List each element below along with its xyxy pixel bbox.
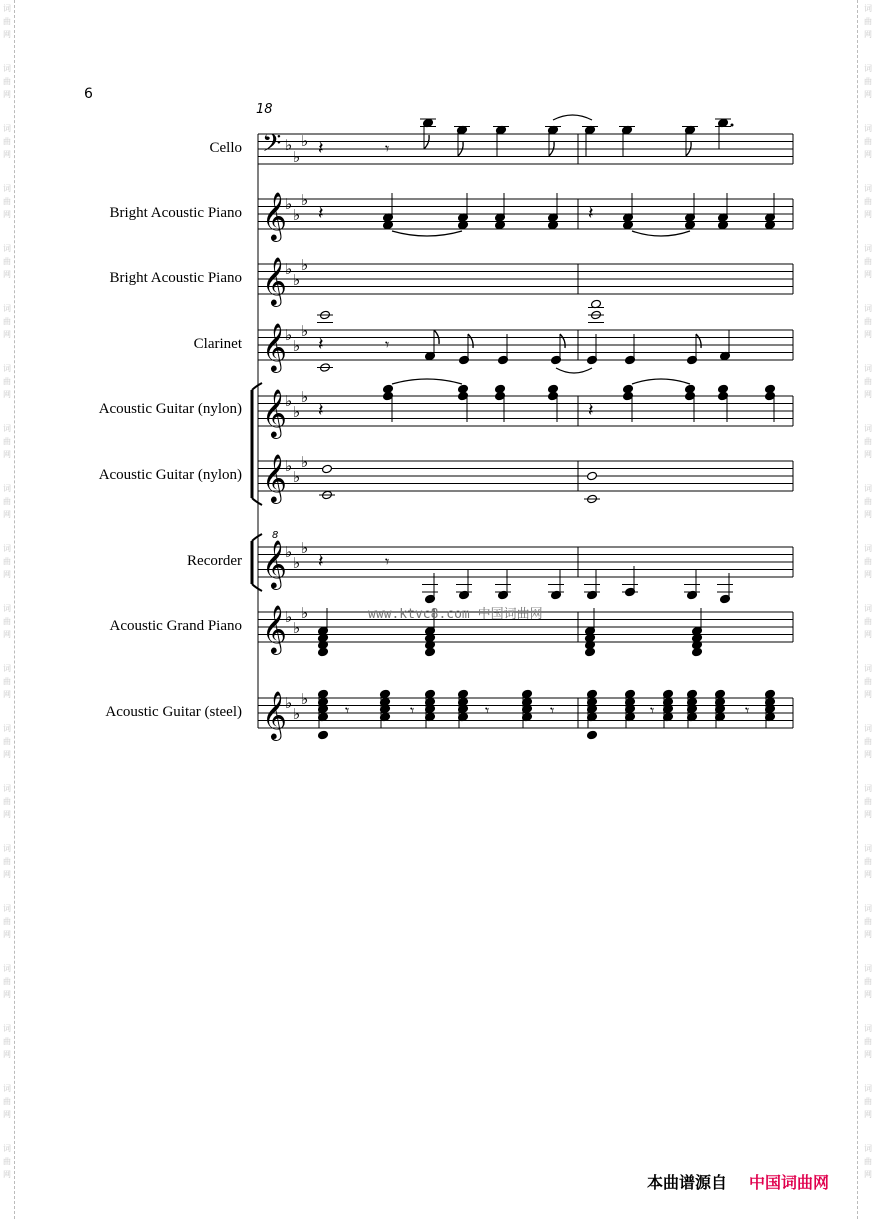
- side-watermark-char: 曲: [864, 1037, 872, 1046]
- quarter-rest: 𝄽: [318, 203, 324, 224]
- side-watermark-char: 曲: [864, 917, 872, 926]
- side-watermark-char: 网: [864, 1050, 872, 1059]
- side-watermark-char: 词: [864, 64, 872, 73]
- side-watermark-char: 词: [3, 544, 11, 553]
- note-head: [318, 647, 329, 657]
- flat-sign: ♭: [285, 457, 293, 475]
- side-watermark-char: 曲: [864, 17, 872, 26]
- side-watermark-char: 网: [864, 1110, 872, 1119]
- side-watermark-char: 曲: [864, 317, 872, 326]
- side-watermark-char: 网: [864, 210, 872, 219]
- side-watermark-char: 词: [864, 124, 872, 133]
- side-watermark-char: 曲: [3, 1157, 11, 1166]
- note-head: [685, 384, 696, 394]
- side-watermark-char: 词: [864, 904, 872, 913]
- side-watermark-char: 曲: [864, 257, 872, 266]
- side-watermark-char: 曲: [864, 737, 872, 746]
- eighth-rest: 𝄾: [385, 335, 390, 354]
- side-watermark-char: 网: [864, 390, 872, 399]
- flat-sign: ♭: [301, 453, 309, 471]
- side-watermark-char: 曲: [3, 737, 11, 746]
- eighth-rest: 𝄾: [345, 701, 350, 720]
- side-watermark-char: 网: [3, 510, 11, 519]
- flat-sign: ♭: [293, 554, 301, 572]
- treble-clef: 𝄞: [262, 256, 287, 305]
- side-watermark-char: 曲: [3, 1097, 11, 1106]
- flat-sign: ♭: [285, 543, 293, 561]
- side-watermark-char: 网: [864, 870, 872, 879]
- watermark-text: www.ktvc8.com 中国词曲网: [368, 607, 543, 622]
- side-watermark-char: 词: [3, 304, 11, 313]
- instrument-label-nylon-guitar-1: Acoustic Guitar (nylon): [98, 401, 242, 417]
- flat-sign: ♭: [293, 206, 301, 224]
- side-watermark-char: 网: [3, 870, 11, 879]
- flat-sign: ♭: [293, 148, 301, 166]
- side-watermark-char: 曲: [864, 137, 872, 146]
- page-number: 6: [84, 86, 93, 102]
- side-watermark-char: 词: [864, 784, 872, 793]
- side-watermark-char: 曲: [864, 797, 872, 806]
- flat-sign: ♭: [285, 326, 293, 344]
- dot: [731, 124, 734, 127]
- side-watermark-char: 词: [864, 604, 872, 613]
- side-watermark-char: 曲: [864, 77, 872, 86]
- instrument-label-cello: Cello: [209, 140, 242, 156]
- side-watermark-char: 网: [3, 1110, 11, 1119]
- note-head: [458, 384, 469, 394]
- side-watermark-char: 曲: [3, 77, 11, 86]
- side-watermark-char: 词: [864, 424, 872, 433]
- side-watermark-char: 网: [3, 630, 11, 639]
- side-watermark-char: 词: [3, 1144, 11, 1153]
- quarter-rest: 𝄽: [588, 203, 594, 224]
- side-watermark-char: 曲: [3, 857, 11, 866]
- treble-clef: 𝄞: [262, 690, 287, 739]
- side-watermark-char: 网: [3, 810, 11, 819]
- side-watermark-char: 曲: [3, 17, 11, 26]
- side-watermark-char: 曲: [864, 437, 872, 446]
- quarter-rest: 𝄽: [318, 400, 324, 421]
- side-watermark-char: 曲: [3, 917, 11, 926]
- bracket-nylon-guitars-top: [252, 383, 262, 390]
- eighth-rest: 𝄾: [385, 552, 390, 571]
- side-watermark-char: 曲: [864, 557, 872, 566]
- side-watermark-char: 网: [3, 90, 11, 99]
- footer-source-label: 本曲谱源自: [647, 1173, 728, 1192]
- side-watermark-char: 网: [864, 690, 872, 699]
- side-watermark-char: 曲: [864, 677, 872, 686]
- side-watermark-char: 网: [864, 570, 872, 579]
- note-head: [383, 384, 394, 394]
- side-watermark-char: 网: [3, 750, 11, 759]
- side-watermark-char: 曲: [3, 557, 11, 566]
- note-head: [585, 647, 596, 657]
- side-watermark-char: 词: [864, 484, 872, 493]
- side-watermark-char: 曲: [3, 317, 11, 326]
- side-watermark-char: 词: [864, 664, 872, 673]
- note-head: [692, 647, 703, 657]
- bass-clef: 𝄢: [262, 129, 282, 164]
- flat-sign: ♭: [301, 132, 309, 150]
- note-head: [718, 384, 729, 394]
- eighth-rest: 𝄾: [485, 701, 490, 720]
- side-watermark-char: 词: [864, 844, 872, 853]
- tie: [556, 368, 592, 373]
- side-watermark-char: 网: [864, 510, 872, 519]
- side-watermark-char: 网: [3, 570, 11, 579]
- flat-sign: ♭: [285, 694, 293, 712]
- tie: [392, 379, 462, 384]
- side-watermark-char: 词: [864, 184, 872, 193]
- flat-sign: ♭: [301, 191, 309, 209]
- side-watermark-char: 网: [864, 810, 872, 819]
- tie: [553, 115, 592, 120]
- whole-note: [322, 464, 333, 474]
- side-watermark-char: 曲: [3, 377, 11, 386]
- side-watermark-char: 曲: [3, 137, 11, 146]
- side-watermark-char: 词: [3, 484, 11, 493]
- note-head: [318, 730, 329, 740]
- side-watermark-char: 网: [864, 330, 872, 339]
- note-flag: [696, 334, 701, 348]
- side-watermark-char: 词: [864, 364, 872, 373]
- side-watermark-char: 词: [864, 964, 872, 973]
- treble-clef: 𝄞: [262, 322, 287, 371]
- whole-note: [587, 471, 598, 481]
- quarter-rest: 𝄽: [588, 400, 594, 421]
- side-watermark-char: 网: [3, 210, 11, 219]
- note-flag: [468, 334, 473, 348]
- note-head: [548, 384, 559, 394]
- side-watermark-char: 网: [3, 690, 11, 699]
- side-watermark-char: 词: [3, 64, 11, 73]
- instrument-label-bright-piano-1: Bright Acoustic Piano: [109, 205, 242, 221]
- flat-sign: ♭: [293, 337, 301, 355]
- side-watermark-char: 网: [864, 990, 872, 999]
- quarter-rest: 𝄽: [318, 551, 324, 572]
- side-watermark-char: 网: [864, 150, 872, 159]
- flat-sign: ♭: [293, 468, 301, 486]
- treble-clef: 𝄞: [262, 191, 287, 240]
- side-watermark-char: 网: [3, 1050, 11, 1059]
- side-watermark-char: 词: [3, 604, 11, 613]
- side-watermark-char: 网: [3, 30, 11, 39]
- side-watermark-char: 词: [3, 424, 11, 433]
- side-watermark-char: 网: [3, 450, 11, 459]
- eighth-rest: 𝄾: [550, 701, 555, 720]
- footer-site-name: 中国词曲网: [749, 1173, 830, 1192]
- side-watermark-char: 网: [864, 630, 872, 639]
- side-watermark-char: 词: [864, 724, 872, 733]
- side-watermark-char: 网: [3, 390, 11, 399]
- side-watermark-char: 网: [3, 1170, 11, 1179]
- side-watermark-char: 曲: [3, 257, 11, 266]
- note-head: [623, 384, 634, 394]
- side-watermark-char: 曲: [3, 677, 11, 686]
- side-watermark-char: 词: [3, 784, 11, 793]
- side-watermark-char: 词: [864, 4, 872, 13]
- side-watermark-char: 词: [3, 844, 11, 853]
- flat-sign: ♭: [285, 392, 293, 410]
- note-head: [587, 730, 598, 740]
- side-watermark-char: 词: [3, 1024, 11, 1033]
- side-watermark-char: 曲: [864, 1097, 872, 1106]
- flat-sign: ♭: [285, 195, 293, 213]
- side-watermark-char: 网: [864, 1170, 872, 1179]
- side-watermark-char: 曲: [864, 377, 872, 386]
- side-watermark-char: 词: [864, 544, 872, 553]
- bracket-recorder-bottom: [252, 584, 262, 591]
- side-watermark-char: 词: [3, 184, 11, 193]
- side-watermark-char: 词: [3, 1084, 11, 1093]
- side-watermark-char: 网: [3, 330, 11, 339]
- side-watermark-char: 词: [3, 964, 11, 973]
- side-watermark-char: 网: [3, 270, 11, 279]
- footer-credit: [647, 1170, 829, 1193]
- side-watermark-char: 曲: [3, 617, 11, 626]
- instrument-label-grand-piano: Acoustic Grand Piano: [109, 618, 242, 634]
- flat-sign: ♭: [293, 403, 301, 421]
- side-watermark-char: 词: [864, 304, 872, 313]
- side-watermark-char: 网: [864, 930, 872, 939]
- side-watermark-char: 网: [3, 150, 11, 159]
- flat-sign: ♭: [301, 322, 309, 340]
- instrument-label-recorder: Recorder: [187, 553, 242, 569]
- treble-clef: 𝄞: [262, 604, 287, 653]
- side-watermark-char: 网: [864, 450, 872, 459]
- flat-sign: ♭: [301, 539, 309, 557]
- flat-sign: ♭: [301, 256, 309, 274]
- instrument-label-bright-piano-2: Bright Acoustic Piano: [109, 270, 242, 286]
- side-watermark-char: 曲: [3, 1037, 11, 1046]
- quarter-rest: 𝄽: [318, 138, 324, 159]
- instrument-label-steel-guitar: Acoustic Guitar (steel): [105, 704, 242, 720]
- tie: [632, 231, 690, 236]
- eighth-rest: 𝄾: [385, 139, 390, 158]
- treble-clef: 𝄞: [262, 388, 287, 437]
- flat-sign: ♭: [293, 619, 301, 637]
- instrument-label-clarinet: Clarinet: [193, 336, 242, 352]
- flat-sign: ♭: [301, 604, 309, 622]
- tie: [632, 379, 690, 384]
- eighth-rest: 𝄾: [410, 701, 415, 720]
- flat-sign: ♭: [285, 136, 293, 154]
- flat-sign: ♭: [293, 705, 301, 723]
- side-watermark-char: 网: [3, 930, 11, 939]
- side-watermark-char: 网: [864, 750, 872, 759]
- side-watermark-char: 词: [3, 664, 11, 673]
- side-watermark-char: 曲: [3, 797, 11, 806]
- quarter-rest: 𝄽: [318, 334, 324, 355]
- instrument-label-nylon-guitar-2: Acoustic Guitar (nylon): [98, 467, 242, 483]
- side-watermark-char: 词: [3, 244, 11, 253]
- side-watermark-char: 曲: [864, 617, 872, 626]
- side-watermark-char: 词: [864, 1144, 872, 1153]
- side-watermark-char: 词: [3, 904, 11, 913]
- eighth-rest: 𝄾: [650, 701, 655, 720]
- side-watermark-char: 曲: [864, 977, 872, 986]
- flat-sign: ♭: [293, 271, 301, 289]
- treble-clef: 𝄞: [262, 539, 287, 588]
- side-watermark-char: 词: [3, 124, 11, 133]
- side-watermark-char: 词: [864, 1024, 872, 1033]
- bracket-nylon-guitars-bottom: [252, 498, 262, 505]
- side-watermark-char: 网: [864, 270, 872, 279]
- side-watermark-char: 曲: [864, 1157, 872, 1166]
- side-watermark-char: 曲: [864, 857, 872, 866]
- treble-clef: 𝄞: [262, 453, 287, 502]
- measure-number: 18: [256, 102, 273, 117]
- side-watermark-char: 网: [864, 90, 872, 99]
- note-flag: [560, 334, 565, 348]
- tie: [392, 231, 462, 236]
- side-watermark-char: 曲: [3, 437, 11, 446]
- side-watermark-char: 词: [3, 4, 11, 13]
- eighth-rest: 𝄾: [745, 701, 750, 720]
- flat-sign: ♭: [301, 388, 309, 406]
- flat-sign: ♭: [285, 260, 293, 278]
- side-watermark-char: 曲: [864, 197, 872, 206]
- side-watermark-char: 词: [3, 364, 11, 373]
- flat-sign: ♭: [285, 608, 293, 626]
- side-watermark-char: 网: [864, 30, 872, 39]
- side-watermark-char: 词: [3, 724, 11, 733]
- octave-mark: 8: [272, 530, 279, 541]
- side-watermark-char: 曲: [3, 197, 11, 206]
- side-watermark-char: 词: [864, 244, 872, 253]
- flat-sign: ♭: [301, 690, 309, 708]
- bracket-recorder-top: [252, 534, 262, 541]
- side-watermark-char: 曲: [3, 497, 11, 506]
- side-watermark-char: 词: [864, 1084, 872, 1093]
- note-head: [425, 647, 436, 657]
- side-watermark-char: 网: [3, 990, 11, 999]
- note-head: [765, 384, 776, 394]
- side-watermark-char: 曲: [3, 977, 11, 986]
- note-head: [495, 384, 506, 394]
- side-watermark-char: 曲: [864, 497, 872, 506]
